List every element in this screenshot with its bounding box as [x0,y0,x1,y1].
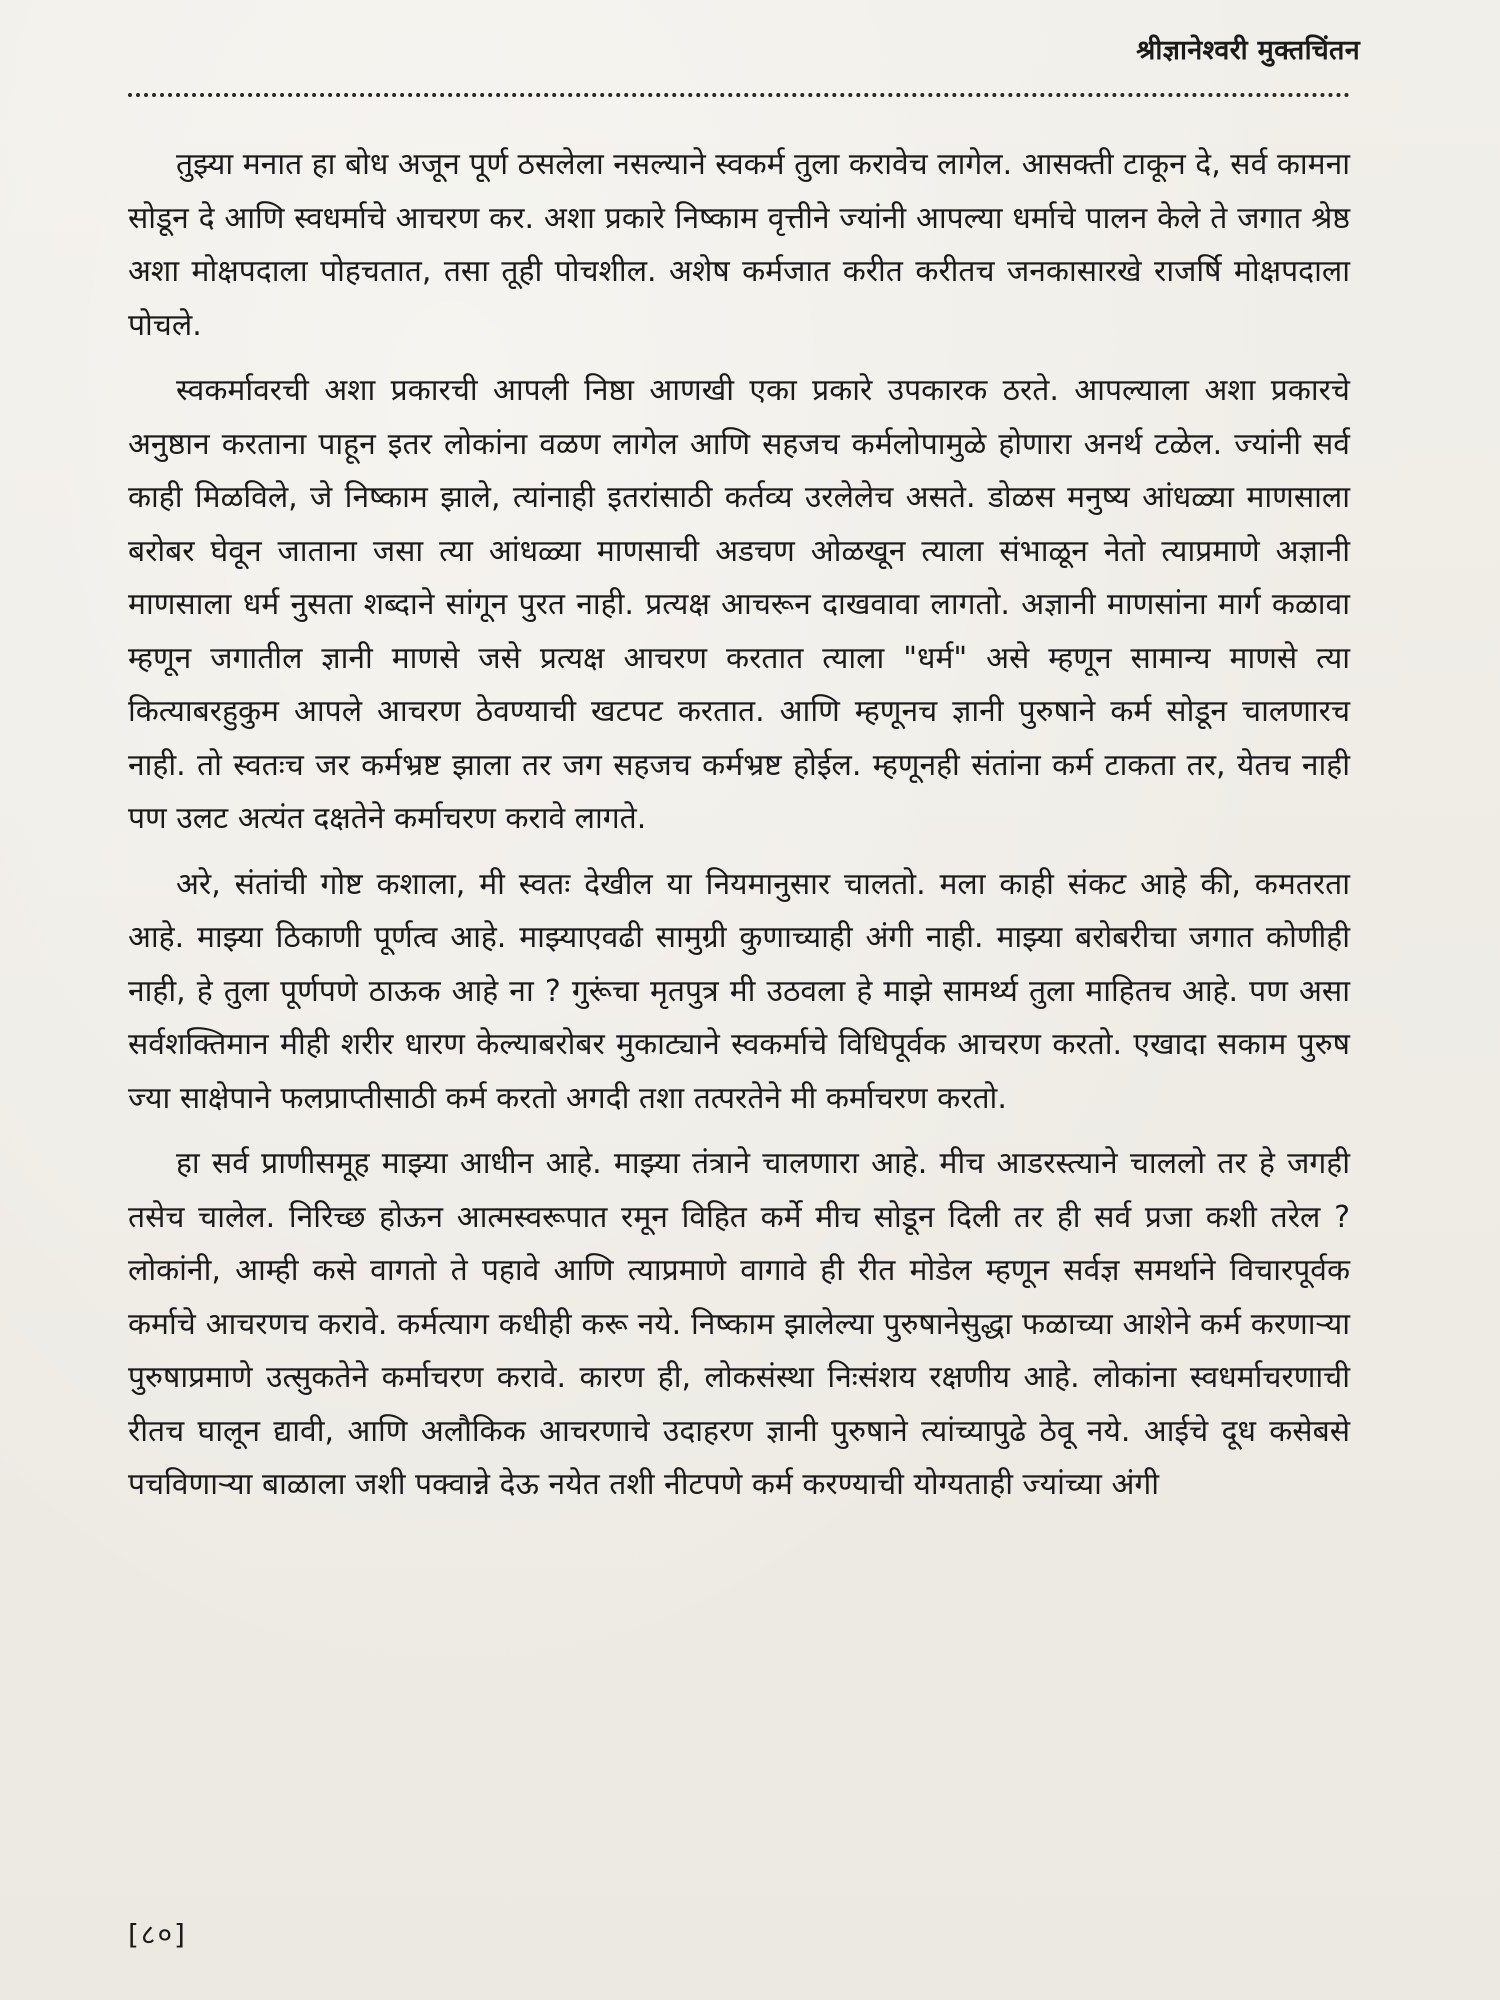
paragraph-1: तुझ्या मनात हा बोध अजून पूर्ण ठसलेला नसल्याने स्वकर्म तुला करावेच लागेल. आसक्ती टाकून दे, सर्व कामना सोडून दे आणि स्वधर्माचे आचरण कर. अशा प्रकारे निष्काम वृत्तीने ज्यांनी आपल्या धर्माचे पालन केले ते जगात श्रेष्ठ अशा मोक्षपदाला पोहचतात, तसा तूही पोचशील. अशेष कर्मजात करीत करीतच जनकासारखे राजर्षि मोक्षपदाला पोचले. [128,147,1350,343]
running-header-title: श्रीज्ञानेश्वरी मुक्तचिंतन [1136,35,1360,66]
paragraph-4: हा सर्व प्राणीसमूह माझ्या आधीन आहे. माझ्या तंत्राने चालणारा आहे. मीच आडरस्त्याने चाललो तर हे जगही तसेच चालेल. निरिच्छ होऊन आत्मस्वरूपात रमून विहित कर्मे मीच सोडून दिली तर ही सर्व प्रजा कशी तरेल ? लोकांनी, आम्ही कसे वागतो ते पहावे आणि त्याप्रमाणे वागावे ही रीत मोडेल म्हणून सर्वज्ञ समर्थाने विचारपूर्वक कर्माचे आचरणच करावे. कर्मत्याग कधीही करू नये. निष्काम झालेल्या पुरुषानेसुद्धा फळाच्या आशेने कर्म करणाऱ्या पुरुषाप्रमाणे उत्सुकतेने कर्माचरण करावे. कारण ही, लोकसंस्था निःसंशय रक्षणीय आहे. लोकांना स्वधर्माचरणाची रीतच घालून द्यावी, आणि अलौकिक आचरणाचे उदाहरण ज्ञानी पुरुषाने त्यांच्यापुढे ठेवू नये. आईचे दूध कसेबसे पचविणाऱ्या बाळाला जशी पक्वान्ने देऊ नयेत तशी नीटपणे कर्म करण्याची योग्यताही ज्यांच्या अंगी [128,1146,1350,1502]
page-number: [८०] [128,1918,187,1951]
paragraph-2: स्वकर्मावरची अशा प्रकारची आपली निष्ठा आणखी एका प्रकारे उपकारक ठरते. आपल्याला अशा प्रकारचे अनुष्ठान करताना पाहून इतर लोकांना वळण लागेल आणि सहजच कर्मलोपामुळे होणारा अनर्थ टळेल. ज्यांनी सर्व काही मिळविले, जे निष्काम झाले, त्यांनाही इतरांसाठी कर्तव्य उरलेलेच असते. डोळस मनुष्य आंधळ्या माणसाला बरोबर घेवून जाताना जसा त्या आंधळ्या माणसाची अडचण ओळखून त्याला संभाळून नेतो त्याप्रमाणे अज्ञानी माणसाला धर्म नुसता शब्दाने सांगून पुरत नाही. प्रत्यक्ष आचरून दाखवावा लागतो. अज्ञानी माणसांना मार्ग कळावा म्हणून जगातील ज्ञानी माणसे जसे प्रत्यक्ष आचरण करतात त्याला "धर्म" असे म्हणून सामान्य माणसे त्या कित्याबरहुकुम आपले आचरण ठेवण्याची खटपट करतात. आणि म्हणूनच ज्ञानी पुरुषाने कर्म सोडून चालणारच नाही. तो स्वतःच जर कर्मभ्रष्ट झाला तर जग सहजच कर्मभ्रष्ट होईल. म्हणूनही संतांना कर्म टाकता तर, येतच नाही पण उलट अत्यंत दक्षतेने कर्माचरण करावे लागते. [128,373,1350,836]
page-body [128,138,1350,1524]
paragraph-3: अरे, संतांची गोष्ट कशाला, मी स्वतः देखील या नियमानुसार चालतो. मला काही संकट आहे की, कमतरता आहे. माझ्या ठिकाणी पूर्णत्व आहे. माझ्याएवढी सामुग्री कुणाच्याही अंगी नाही. माझ्या बरोबरीचा जगात कोणीही नाही, हे तुला पूर्णपणे ठाऊक आहे ना ? गुरूंचा मृतपुत्र मी उठवला हे माझे सामर्थ्य तुला माहितच आहे. पण असा सर्वशक्तिमान मीही शरीर धारण केल्याबरोबर मुकाट्याने स्वकर्माचे विधिपूर्वक आचरण करतो. एखादा सकाम पुरुष ज्या साक्षेपाने फलप्राप्तीसाठी कर्म करतो अगदी तशा तत्परतेने मी कर्माचरण करतो. [128,866,1350,1116]
header-dotted-divider [128,93,1350,97]
